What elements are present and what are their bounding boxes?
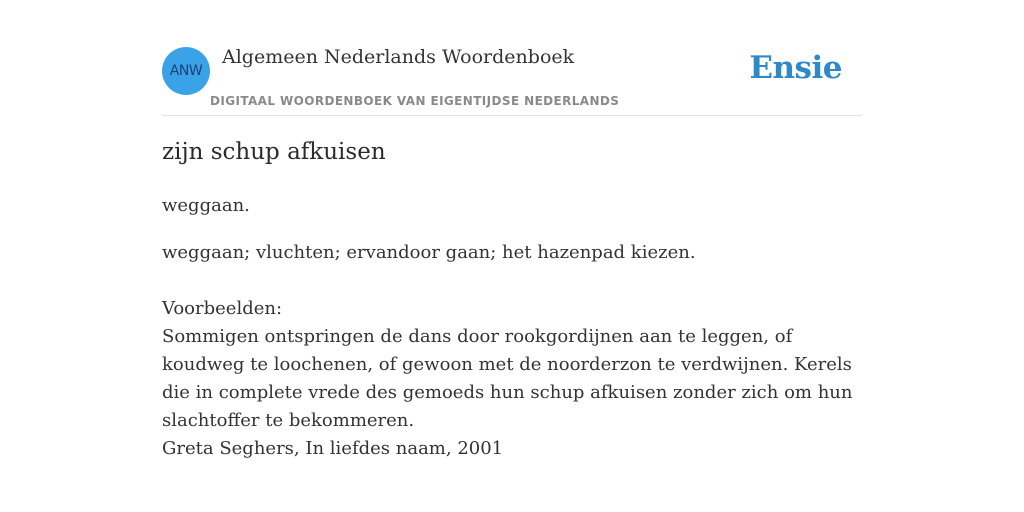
site-title[interactable]: Algemeen Nederlands Woordenboek [222,46,575,68]
site-subtitle: DIGITAAL WOORDENBOEK VAN EIGENTIJDSE NEDERLANDS [210,94,620,108]
anw-logo[interactable] [162,47,210,95]
examples-label: Voorbeelden: [162,298,283,319]
example-source: Greta Seghers, In liefdes naam, 2001 [162,438,504,459]
header [162,0,862,116]
example-text: Sommigen ontspringen de dans door rookgordijnen aan te leggen, of koudweg te loochenen, of gewoon met de noorderzon te verdwijnen. Kerels die in complete vrede des gemoeds hun schup afkuisen zonder zich om hun slachtoffer te bekommeren. [162,326,853,431]
long-definition: weggaan; vluchten; ervandoor gaan; het hazenpad kiezen. [162,242,696,263]
entry-term: zijn schup afkuisen [162,139,386,165]
ensie-brand-logo[interactable]: Ensie [749,50,842,86]
examples-section [162,295,862,463]
page [162,0,862,512]
short-definition: weggaan. [162,195,250,216]
anw-logo-text: ANW [169,63,203,79]
